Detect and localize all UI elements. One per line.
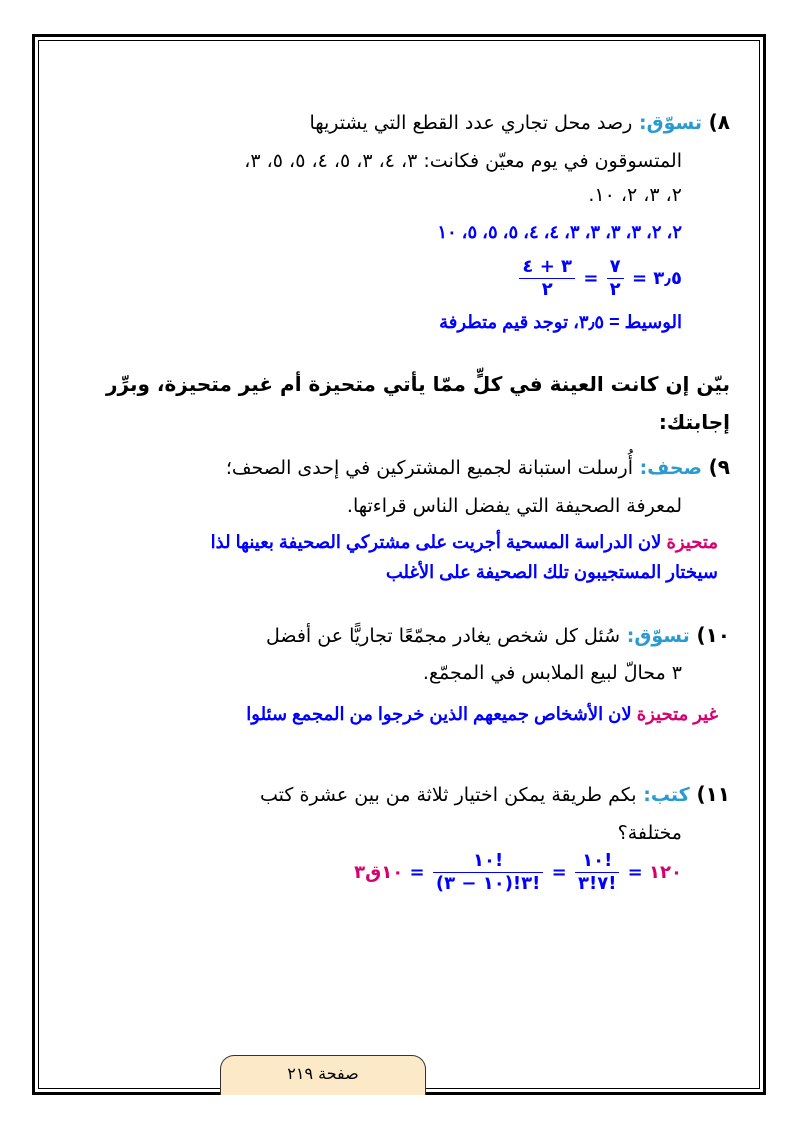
q9-answer-text1: لان الدراسة المسحية أجريت على مشتركي الصحيفة بعينها لذا <box>210 532 662 552</box>
q11-text2: مختلفة؟ <box>617 822 682 844</box>
q11-number: ١١) <box>696 782 730 806</box>
q9-text1: أُرسلت استبانة لجميع المشتركين في إحدى الصحف؛ <box>225 457 633 479</box>
q11-combination-notation: ١٠ق٣ <box>354 861 404 883</box>
q8-number: ٨) <box>708 110 730 134</box>
worksheet-page <box>60 110 730 1090</box>
q11-line1 <box>60 782 730 806</box>
q8-topic: تسوّق: <box>638 112 702 134</box>
q9-line2 <box>60 493 682 517</box>
q10-answer-line <box>60 704 718 725</box>
q8-calc-result: ٣٫٥ <box>653 267 682 289</box>
q8-fraction-1: $\frac{٣ + ٤}{٢}$ <box>519 256 575 301</box>
q9-answer-label: متحيزة <box>666 532 718 552</box>
q9-number: ٩) <box>708 455 730 479</box>
page-number-label: صفحة ٢١٩ <box>287 1064 359 1083</box>
q8-sorted-values: ٢، ٢، ٣، ٣، ٣، ٣، ٤، ٤، ٥، ٥، ٥، ١٠ <box>437 222 682 242</box>
q8-fraction-2: $\frac{٧}{٢}$ <box>607 256 624 301</box>
q10-number: ١٠) <box>696 623 730 647</box>
q9-text2: لمعرفة الصحيفة التي يفضل الناس قراءتها. <box>346 495 682 517</box>
q8-median-calc <box>60 256 682 301</box>
q11-combination-equation: ١٢٠ = $\frac{١٠!}{٧!٣!}$ = $\frac{١٠!}{(١٠ - ٣)!٣!}$ = ١٠ق٣ <box>354 850 682 894</box>
q11-fraction-1: $\frac{١٠!}{(١٠ - ٣)!٣!}$ <box>433 850 544 895</box>
intro-line1: بيّن إن كانت العينة في كلٍّ ممّا يأتي متحيزة أم غير متحيزة، وبرِّر <box>106 372 730 396</box>
q8-text2: المتسوقون في يوم معيّن فكانت: ٣، ٤، ٣، ٥، ٤، ٥، ٥، ٣، <box>244 150 682 172</box>
q8-line1 <box>60 110 730 134</box>
q11-result: ١٢٠ <box>649 861 682 883</box>
q10-text1: سُئل كل شخص يغادر مجمّعًا تجاريًّا عن أفضل <box>265 625 621 647</box>
q9-answer-line1 <box>60 532 718 553</box>
intro-line2: إجابتك: <box>658 410 730 434</box>
q10-answer-label: غير متحيزة <box>636 704 718 724</box>
q11-topic: كتب: <box>643 784 690 806</box>
q8-text3: ٢، ٣، ٢، ١٠. <box>588 184 682 206</box>
q8-text1: رصد محل تجاري عدد القطع التي يشتريها <box>309 112 633 134</box>
q10-answer-text: لان الأشخاص جميعهم الذين خرجوا من المجمع سئلوا <box>246 704 632 724</box>
q11-text1: بكم طريقة يمكن اختيار ثلاثة من بين عشرة كتب <box>260 784 637 806</box>
q10-text2: ٣ محالّ لبيع الملابس في المجمّع. <box>422 662 682 684</box>
q9-line1 <box>60 455 730 479</box>
q10-topic: تسوّق: <box>626 625 690 647</box>
q9-answer-text2: سيختار المستجيبون تلك الصحيفة على الأغلب <box>385 562 718 582</box>
q8-line2 <box>60 148 682 172</box>
q10-line1 <box>60 623 730 647</box>
q9-topic: صحف: <box>639 457 702 479</box>
q11-line2 <box>60 820 682 844</box>
q11-calc <box>60 850 682 895</box>
page-number-tab <box>220 1055 426 1095</box>
q8-median-equation: ٣٫٥ = $\frac{٧}{٢}$ = $\frac{٣ + ٤}{٢}$ <box>517 268 682 289</box>
q8-median-line: الوسيط = ٣٫٥، توجد قيم متطرفة <box>439 312 682 332</box>
q10-line2 <box>60 660 682 684</box>
q8-line3 <box>60 182 682 206</box>
q11-fraction-2: $\frac{١٠!}{٧!٣!}$ <box>575 850 619 895</box>
